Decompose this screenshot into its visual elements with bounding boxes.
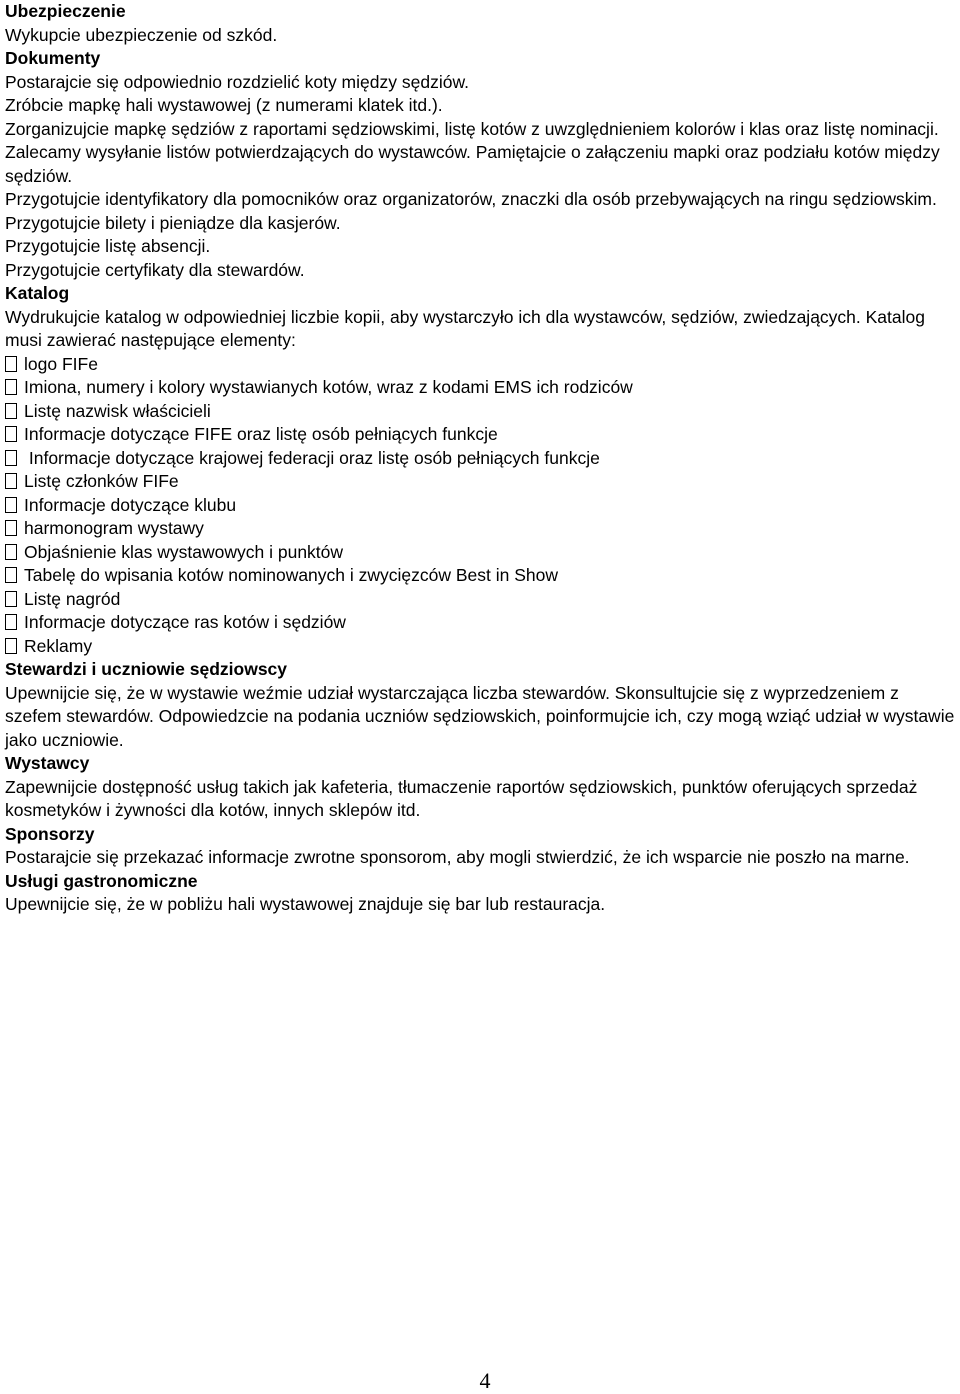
checkbox-square-icon — [5, 403, 17, 419]
list-item-text: Tabelę do wpisania kotów nominowanych i zwycięzców Best in Show — [24, 565, 559, 585]
list-item — [5, 541, 955, 565]
paragraph: Upewnijcie się, że w pobliżu hali wystawowej znajduje się bar lub restauracja. — [5, 894, 606, 914]
paragraph: Postarajcie się odpowiednio rozdzielić koty między sędziów. — [5, 71, 469, 92]
checkbox-square-icon — [5, 426, 17, 442]
list-item-text: Informacje dotyczące FIFE oraz listę osób pełniących funkcje — [24, 424, 498, 444]
list-item-text: Objaśnienie klas wystawowych i punktów — [24, 541, 344, 562]
checkbox-square-icon — [5, 356, 17, 372]
list-item — [5, 635, 955, 659]
list-item-text: Listę członków FIFe — [24, 471, 179, 491]
checkbox-square-icon — [5, 544, 17, 560]
heading-katalog: Katalog — [5, 283, 70, 303]
list-item — [5, 564, 955, 588]
paragraph: Zróbcie mapkę hali wystawowej (z numerami klatek itd.). — [5, 95, 443, 115]
list-item — [5, 423, 955, 447]
checkbox-square-icon — [5, 473, 17, 489]
paragraph: Zalecamy wysyłanie listów potwierdzających do wystawców. Pamiętajcie o załączeniu mapki oraz podziału kotów między sędziów. — [5, 142, 940, 186]
list-item-text: Informacje dotyczące krajowej federacji oraz listę osób pełniących funkcje — [24, 447, 600, 468]
list-item — [5, 470, 955, 494]
heading-uslugi-gastronomiczne: Usługi gastronomiczne — [5, 870, 198, 891]
list-item — [5, 517, 955, 541]
list-item — [5, 376, 955, 400]
checkbox-square-icon — [5, 614, 17, 630]
checkbox-square-icon — [5, 497, 17, 513]
list-item-text: Informacje dotyczące ras kotów i sędziów — [24, 612, 346, 632]
heading-wystawcy: Wystawcy — [5, 753, 90, 773]
list-item — [5, 588, 955, 612]
heading-sponsorzy: Sponsorzy — [5, 823, 95, 844]
checkbox-square-icon — [5, 450, 17, 466]
heading-ubezpieczenie: Ubezpieczenie — [5, 1, 126, 21]
paragraph: Zorganizujcie mapkę sędziów z raportami sędziowskimi, listę kotów z uwzględnieniem kolorów i klas oraz listę nominacji. — [5, 118, 939, 139]
checkbox-square-icon — [5, 567, 17, 583]
list-item — [5, 400, 955, 424]
checkbox-square-icon — [5, 591, 17, 607]
paragraph: Upewnijcie się, że w wystawie weźmie udział wystarczająca liczba stewardów. Skonsultujcie się z wyprzedzeniem z szefem stewardów. Odpowiedzcie na podania uczniów sędziowskich, poinformujcie ich, czy mogą wziąć udział w wystawie jako uczniowie. — [5, 682, 955, 750]
list-item — [5, 447, 955, 471]
list-item-text: Informacje dotyczące klubu — [24, 494, 237, 515]
checkbox-square-icon — [5, 638, 17, 654]
list-item — [5, 353, 955, 377]
paragraph: Przygotujcie identyfikatory dla pomocników oraz organizatorów, znaczki dla osób przebywających na ringu sędziowskim. — [5, 189, 937, 209]
paragraph: Przygotujcie certyfikaty dla stewardów. — [5, 259, 305, 280]
document-body — [5, 0, 955, 917]
page-number: 4 — [479, 1368, 491, 1393]
list-item-text: Imiona, numery i kolory wystawianych kotów, wraz z kodami EMS ich rodziców — [24, 377, 633, 397]
list-item — [5, 494, 955, 518]
katalog-list — [5, 353, 955, 659]
paragraph: Postarajcie się przekazać informacje zwrotne sponsorom, aby mogli stwierdzić, że ich wsparcie nie poszło na marne. — [5, 847, 910, 867]
list-item-text: harmonogram wystawy — [24, 518, 204, 538]
paragraph: Przygotujcie listę absencji. — [5, 236, 211, 256]
paragraph: Zapewnijcie dostępność usług takich jak kafeteria, tłumaczenie raportów sędziowskich, punktów oferujących sprzedaż kosmetyków i żywności dla kotów, innych sklepów itd. — [5, 776, 918, 820]
list-item — [5, 611, 955, 635]
heading-stewardzi: Stewardzi i uczniowie sędziowscy — [5, 659, 288, 679]
paragraph: Przygotujcie bilety i pieniądze dla kasjerów. — [5, 212, 341, 233]
paragraph: Wykupcie ubezpieczenie od szkód. — [5, 24, 278, 45]
checkbox-square-icon — [5, 520, 17, 536]
paragraph: Wydrukujcie katalog w odpowiedniej liczbie kopii, aby wystarczyło ich dla wystawców, sędziów, zwiedzających. Katalog musi zawierać następujące elementy: — [5, 306, 925, 350]
checkbox-square-icon — [5, 379, 17, 395]
heading-dokumenty: Dokumenty — [5, 48, 101, 68]
list-item-text: Reklamy — [24, 635, 93, 656]
list-item-text: logo FIFe — [24, 353, 98, 374]
list-item-text: Listę nagród — [24, 588, 121, 609]
list-item-text: Listę nazwisk właścicieli — [24, 400, 211, 421]
